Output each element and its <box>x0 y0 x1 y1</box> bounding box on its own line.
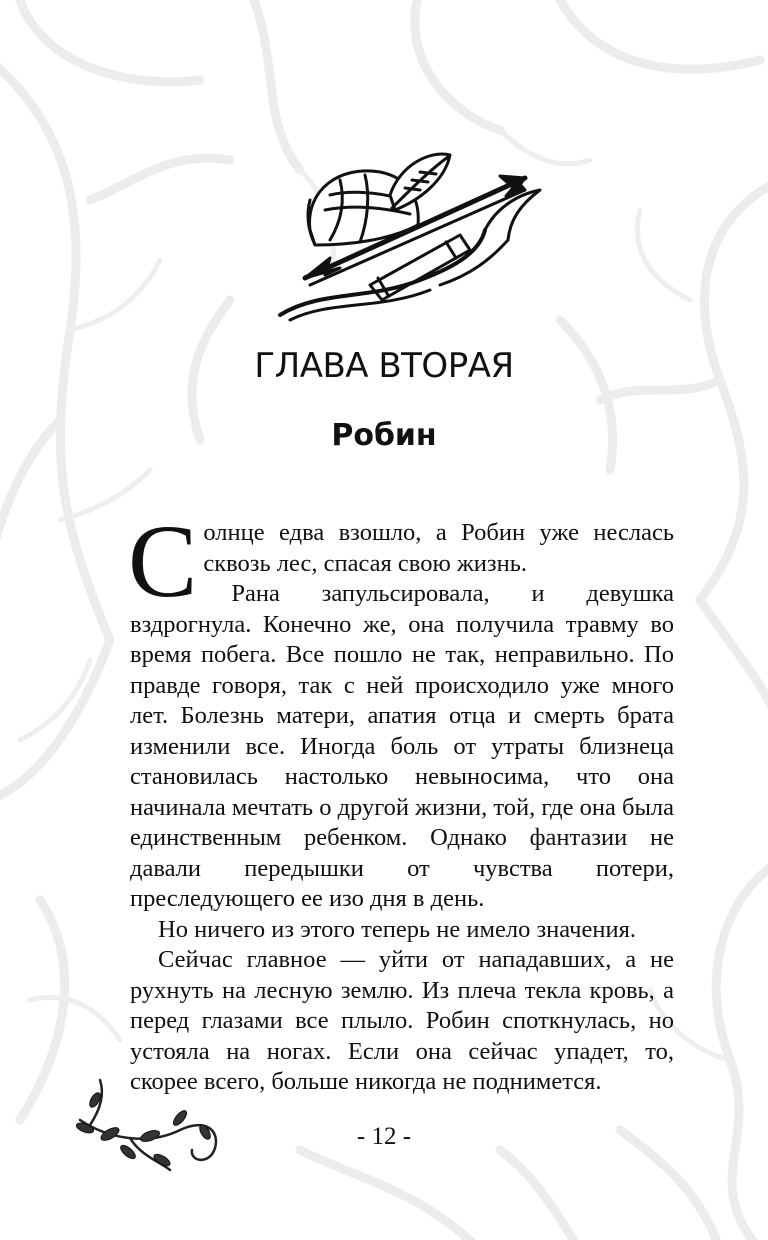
paragraph-3: Но ничего из этого теперь не имело значения. <box>158 915 636 943</box>
drop-cap: С <box>128 504 198 619</box>
page-number: - 12 - <box>356 1123 412 1150</box>
paragraph-1 <box>128 504 674 619</box>
paragraph-1-text: олнце едва взошло, а Робин уже неслась сквозь лес, спасая свою жизнь. <box>203 519 674 577</box>
paragraph-2: Рана запульсировала, и девушка вздрогнула. Конечно же, она получила травму во время побега. Все пошло не так, неправильно. По правде говоря, так с ней происходило уже много лет. Болезнь матери, апатия отца и смерть брата изменили все. Иногда боль от утраты близнеца становилась настолько невыносима, что она начинала мечтать о другой жизни, той, где она была единственным ребенком. Однако фантазии не давали передышки от чувства потери, преследующего ее изо дня в день. <box>130 580 675 912</box>
paragraph-4: Сейчас главное — уйти от нападавших, а не рухнуть на лесную землю. Из плеча текла кровь, а перед глазами все плыло. Робин споткнулась, но устояла на ногах. Если она сейчас упадет, то, скорее всего, больше никогда не поднимется. <box>130 946 674 1095</box>
chapter-subtitle: Робин <box>331 418 437 453</box>
chapter-body <box>128 504 675 1098</box>
chapter-title: ГЛАВА ВТОРАЯ <box>254 346 514 386</box>
hat-feather-arrow-icon <box>270 150 550 330</box>
